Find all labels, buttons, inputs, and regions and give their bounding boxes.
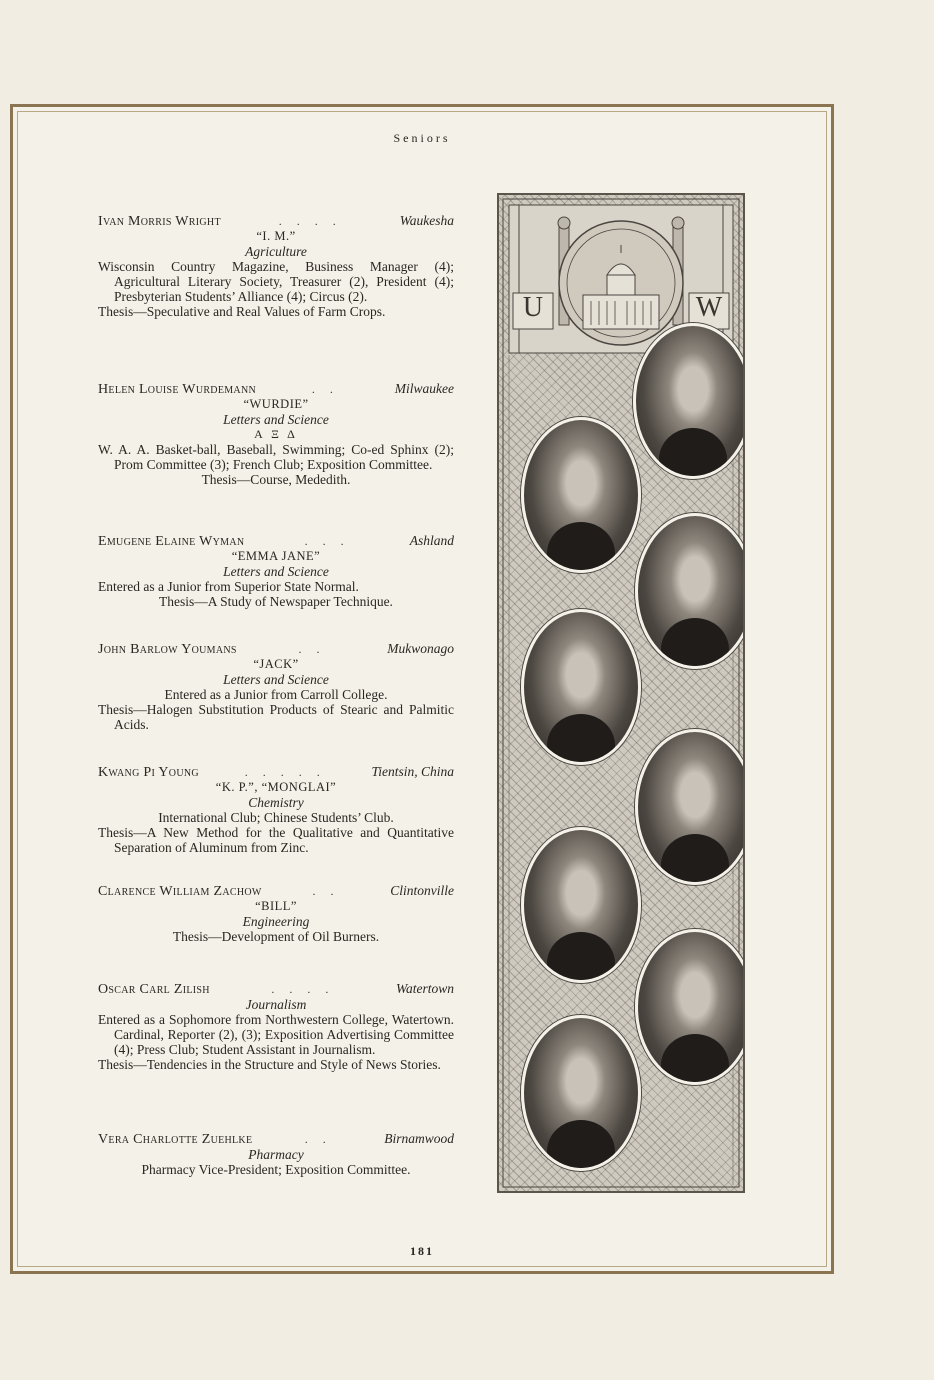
- activities: Entered as a Junior from Carroll College.: [164, 687, 388, 702]
- portrait-strip: [497, 193, 745, 1193]
- portrait-photo: [635, 513, 745, 669]
- senior-name: Oscar Carl Zilish: [98, 982, 210, 997]
- hometown: Tientsin, China: [371, 764, 454, 779]
- name-line: [98, 533, 454, 549]
- nickname: “K. P.”, “MONGLAI”: [215, 780, 337, 794]
- college: Letters and Science: [223, 564, 329, 579]
- nickname: “EMMA JANE”: [231, 549, 321, 563]
- portrait-photo: [521, 827, 641, 983]
- activities: W. A. A. Basket-ball, Baseball, Swimming; Co-ed Sphinx (2); Prom Committee (3); French Club; Exposition Committee.: [98, 442, 454, 472]
- name-line: [98, 641, 454, 657]
- nickname: “WURDIE”: [243, 397, 309, 411]
- portrait-photo: [521, 609, 641, 765]
- activities: International Club; Chinese Students’ Club.: [158, 810, 394, 825]
- college: Letters and Science: [223, 412, 329, 427]
- thesis: Thesis—Tendencies in the Structure and Style of News Stories.: [98, 1057, 441, 1072]
- senior-entry: [98, 381, 454, 487]
- senior-name: Helen Louise Wurdemann: [98, 382, 256, 397]
- thesis: Thesis—Speculative and Real Values of Farm Crops.: [98, 304, 386, 319]
- senior-entry: [98, 641, 454, 732]
- nickname: “I. M.”: [256, 229, 296, 243]
- college: Journalism: [245, 997, 307, 1012]
- senior-name: Emugene Elaine Wyman: [98, 534, 245, 549]
- hometown: Ashland: [409, 533, 454, 548]
- monogram-right: W: [695, 292, 723, 323]
- activities: Pharmacy Vice-President; Exposition Committee.: [141, 1162, 411, 1177]
- name-line: [98, 764, 454, 780]
- name-line: [98, 883, 454, 899]
- portrait-photo: [521, 417, 641, 573]
- college: Chemistry: [248, 795, 304, 810]
- senior-name: John Barlow Youmans: [98, 642, 237, 657]
- fraternity-letters: A Ξ Δ: [254, 427, 298, 441]
- senior-entry: [98, 1131, 454, 1177]
- hometown: Mukwonago: [387, 641, 454, 656]
- leader-dots: . . . . .: [244, 765, 326, 779]
- nickname: “BILL”: [255, 899, 297, 913]
- leader-dots: . .: [304, 1132, 332, 1146]
- thesis: Thesis—Halogen Substitution Products of Stearic and Palmitic Acids.: [98, 702, 454, 732]
- leader-dots: . . .: [304, 534, 350, 548]
- college: Agriculture: [245, 244, 307, 259]
- hometown: Milwaukee: [394, 381, 454, 396]
- senior-entry: [98, 213, 454, 319]
- college: Engineering: [242, 914, 310, 929]
- college: Letters and Science: [223, 672, 329, 687]
- senior-entry: [98, 764, 454, 855]
- senior-name: Kwang Pi Young: [98, 765, 199, 780]
- portrait-photo: [635, 729, 745, 885]
- senior-entry: [98, 533, 454, 609]
- leader-dots: . .: [311, 382, 339, 396]
- hometown: Birnamwood: [384, 1131, 454, 1146]
- senior-entry: [98, 981, 454, 1072]
- senior-name: Ivan Morris Wright: [98, 214, 221, 229]
- thesis: Thesis—Course, Mededith.: [201, 472, 351, 487]
- hometown: Watertown: [395, 981, 454, 996]
- monogram-left: U: [522, 292, 544, 323]
- name-line: [98, 1131, 454, 1147]
- hometown: Clintonville: [390, 883, 454, 898]
- activities: Wisconsin Country Magazine, Business Manager (4); Agricultural Literary Society, Treasurer (2), President (4); Presbyterian Students’ Alliance (4); Circus (2).: [98, 259, 454, 304]
- nickname: “JACK”: [253, 657, 299, 671]
- college: Pharmacy: [248, 1147, 304, 1162]
- running-head: Seniors: [393, 131, 451, 145]
- name-line: [98, 381, 454, 397]
- name-line: [98, 213, 454, 229]
- senior-name: Vera Charlotte Zuehlke: [98, 1132, 253, 1147]
- leader-dots: . .: [298, 642, 326, 656]
- thesis: Thesis—Development of Oil Burners.: [172, 929, 380, 944]
- page-frame: [10, 104, 834, 1274]
- portrait-photo: [521, 1015, 641, 1171]
- name-line: [98, 981, 454, 997]
- activities: Entered as a Sophomore from Northwestern College, Watertown. Cardinal, Reporter (2), (3); Exposition Advertising Committee (4); Press Club; Student Assistant in Journalism.: [98, 1012, 454, 1057]
- portrait-photo: [633, 323, 745, 479]
- leader-dots: . .: [312, 884, 340, 898]
- portrait-photo: [635, 929, 745, 1085]
- leader-dots: . . . .: [278, 214, 342, 228]
- senior-entry: [98, 883, 454, 944]
- thesis: Thesis—A New Method for the Qualitative and Quantitative Separation of Aluminum from Zinc.: [98, 825, 454, 855]
- senior-name: Clarence William Zachow: [98, 884, 262, 899]
- thesis: Thesis—A Study of Newspaper Technique.: [159, 594, 393, 609]
- leader-dots: . . . .: [271, 982, 335, 996]
- page-number: 181: [410, 1244, 434, 1258]
- hometown: Waukesha: [399, 213, 454, 228]
- activities: Entered as a Junior from Superior State Normal.: [98, 579, 359, 594]
